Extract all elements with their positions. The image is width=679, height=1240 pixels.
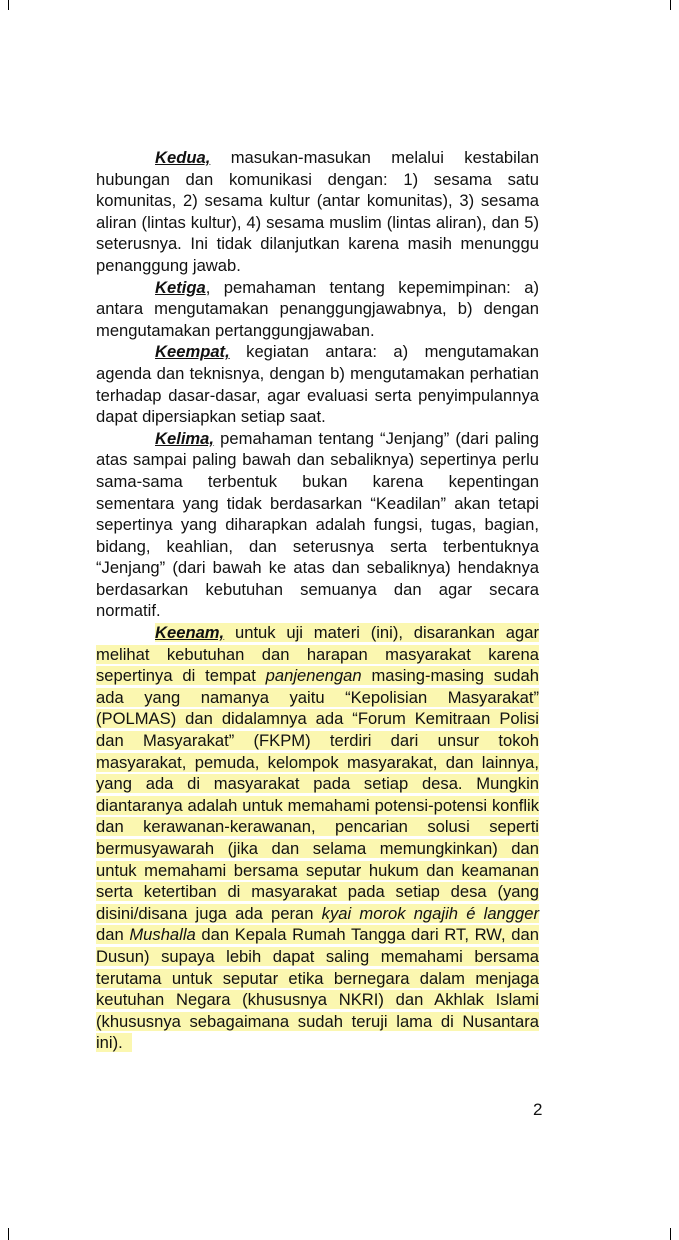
crop-mark-bottom-left [0,1228,9,1240]
page-number: 2 [533,1100,543,1119]
paragraph-lead: Kelima, [155,428,215,448]
italic-term-kyai: kyai morok ngajih é langger [321,903,539,923]
paragraph-kelima [96,428,539,622]
paragraph-lead: Keenam, [155,623,225,643]
paragraph-keenam-highlighted [96,622,539,1054]
document-body [96,147,539,1054]
paragraph-text: masing-masing sudah ada yang namanya yaitu “Kepolisian Masyarakat” (POLMAS) dan didalamnya ada “Forum Kemitraan Polisi dan Masyarakat” (FKPM) terdiri dari unsur tokoh masyarakat, pemuda, kelompok masyarakat, dan lainnya, yang ada di masyarakat pada setiap desa. Mungkin diantaranya adalah untuk memahami potensi-potensi konflik dan kerawanan-kerawanan, pencarian solusi seperti bermusyawarah (jika dan selama memungkinkan) dan untuk memahami bersama seputar hukum dan keamanan serta ketertiban di masyarakat pada setiap desa (yang disini/disana juga ada peran [96,666,539,923]
crop-mark-bottom-right [670,1228,679,1240]
paragraph-text: masukan-masukan melalui kestabilan hubungan dan komunikasi dengan: 1) sesama satu komunitas, 2) sesama kultur (antar komunitas), 3) sesama aliran (lintas kultur), 4) sesama muslim (lintas aliran), dan 5) seterusnya. Ini tidak dilanjutkan karena masih menunggu penanggung jawab. [96,148,539,275]
paragraph-text: dan Kepala Rumah Tangga dari RT, RW, dan Dusun) supaya lebih dapat saling memahami bersama terutama untuk seputar etika bernegara dalam menjaga keutuhan Negara (khususnya NKRI) dan Akhlak Islami (khususnya sebagaimana sudah teruji lama di Nusantara ini). [96,925,539,1053]
paragraph-text: dan [96,925,130,945]
crop-mark-top-right [670,0,679,10]
italic-term-panjenengan: panjenengan [265,666,362,686]
paragraph-text: , pemahaman tentang kepemimpinan: a) antara mengutamakan penanggungjawabnya, b) dengan mengutamakan pertanggungjawaban. [96,277,539,340]
paragraph-text: pemahaman tentang “Jenjang” (dari paling atas sampai paling bawah dan sebaliknya) sepertinya perlu sama-sama terbentuk bukan karena kepentingan sementara yang tidak berdasarkan “Keadilan” akan tetapi sepertinya yang diharapkan adalah fungsi, tugas, bagian, bidang, keahlian, dan seterusnya serta terbentuknya “Jenjang” (dari bawah ke atas dan sebaliknya) hendaknya berdasarkan kebutuhan semuanya dan agar secara normatif. [96,428,539,621]
italic-term-mushalla: Mushalla [129,925,196,945]
crop-mark-top-left [0,0,9,10]
paragraph-keempat [96,341,539,427]
paragraph-lead: Ketiga [155,277,206,297]
highlighted-text [96,623,539,1052]
paragraph-lead: Keempat, [155,342,230,362]
paragraph-lead: Kedua, [155,148,211,167]
paragraph-kedua [96,147,539,277]
paragraph-text: kegiatan antara: a) mengutamakan agenda dan teknisnya, dengan b) mengutamakan perhatian terhadap dasar-dasar, agar evaluasi serta penyimpulannya dapat dipersiapkan setiap saat. [96,342,539,427]
paragraph-ketiga [96,277,539,342]
paragraph-text: untuk uji materi (ini), disarankan agar melihat kebutuhan dan harapan masyarakat karena sepertinya di tempat [96,623,539,686]
